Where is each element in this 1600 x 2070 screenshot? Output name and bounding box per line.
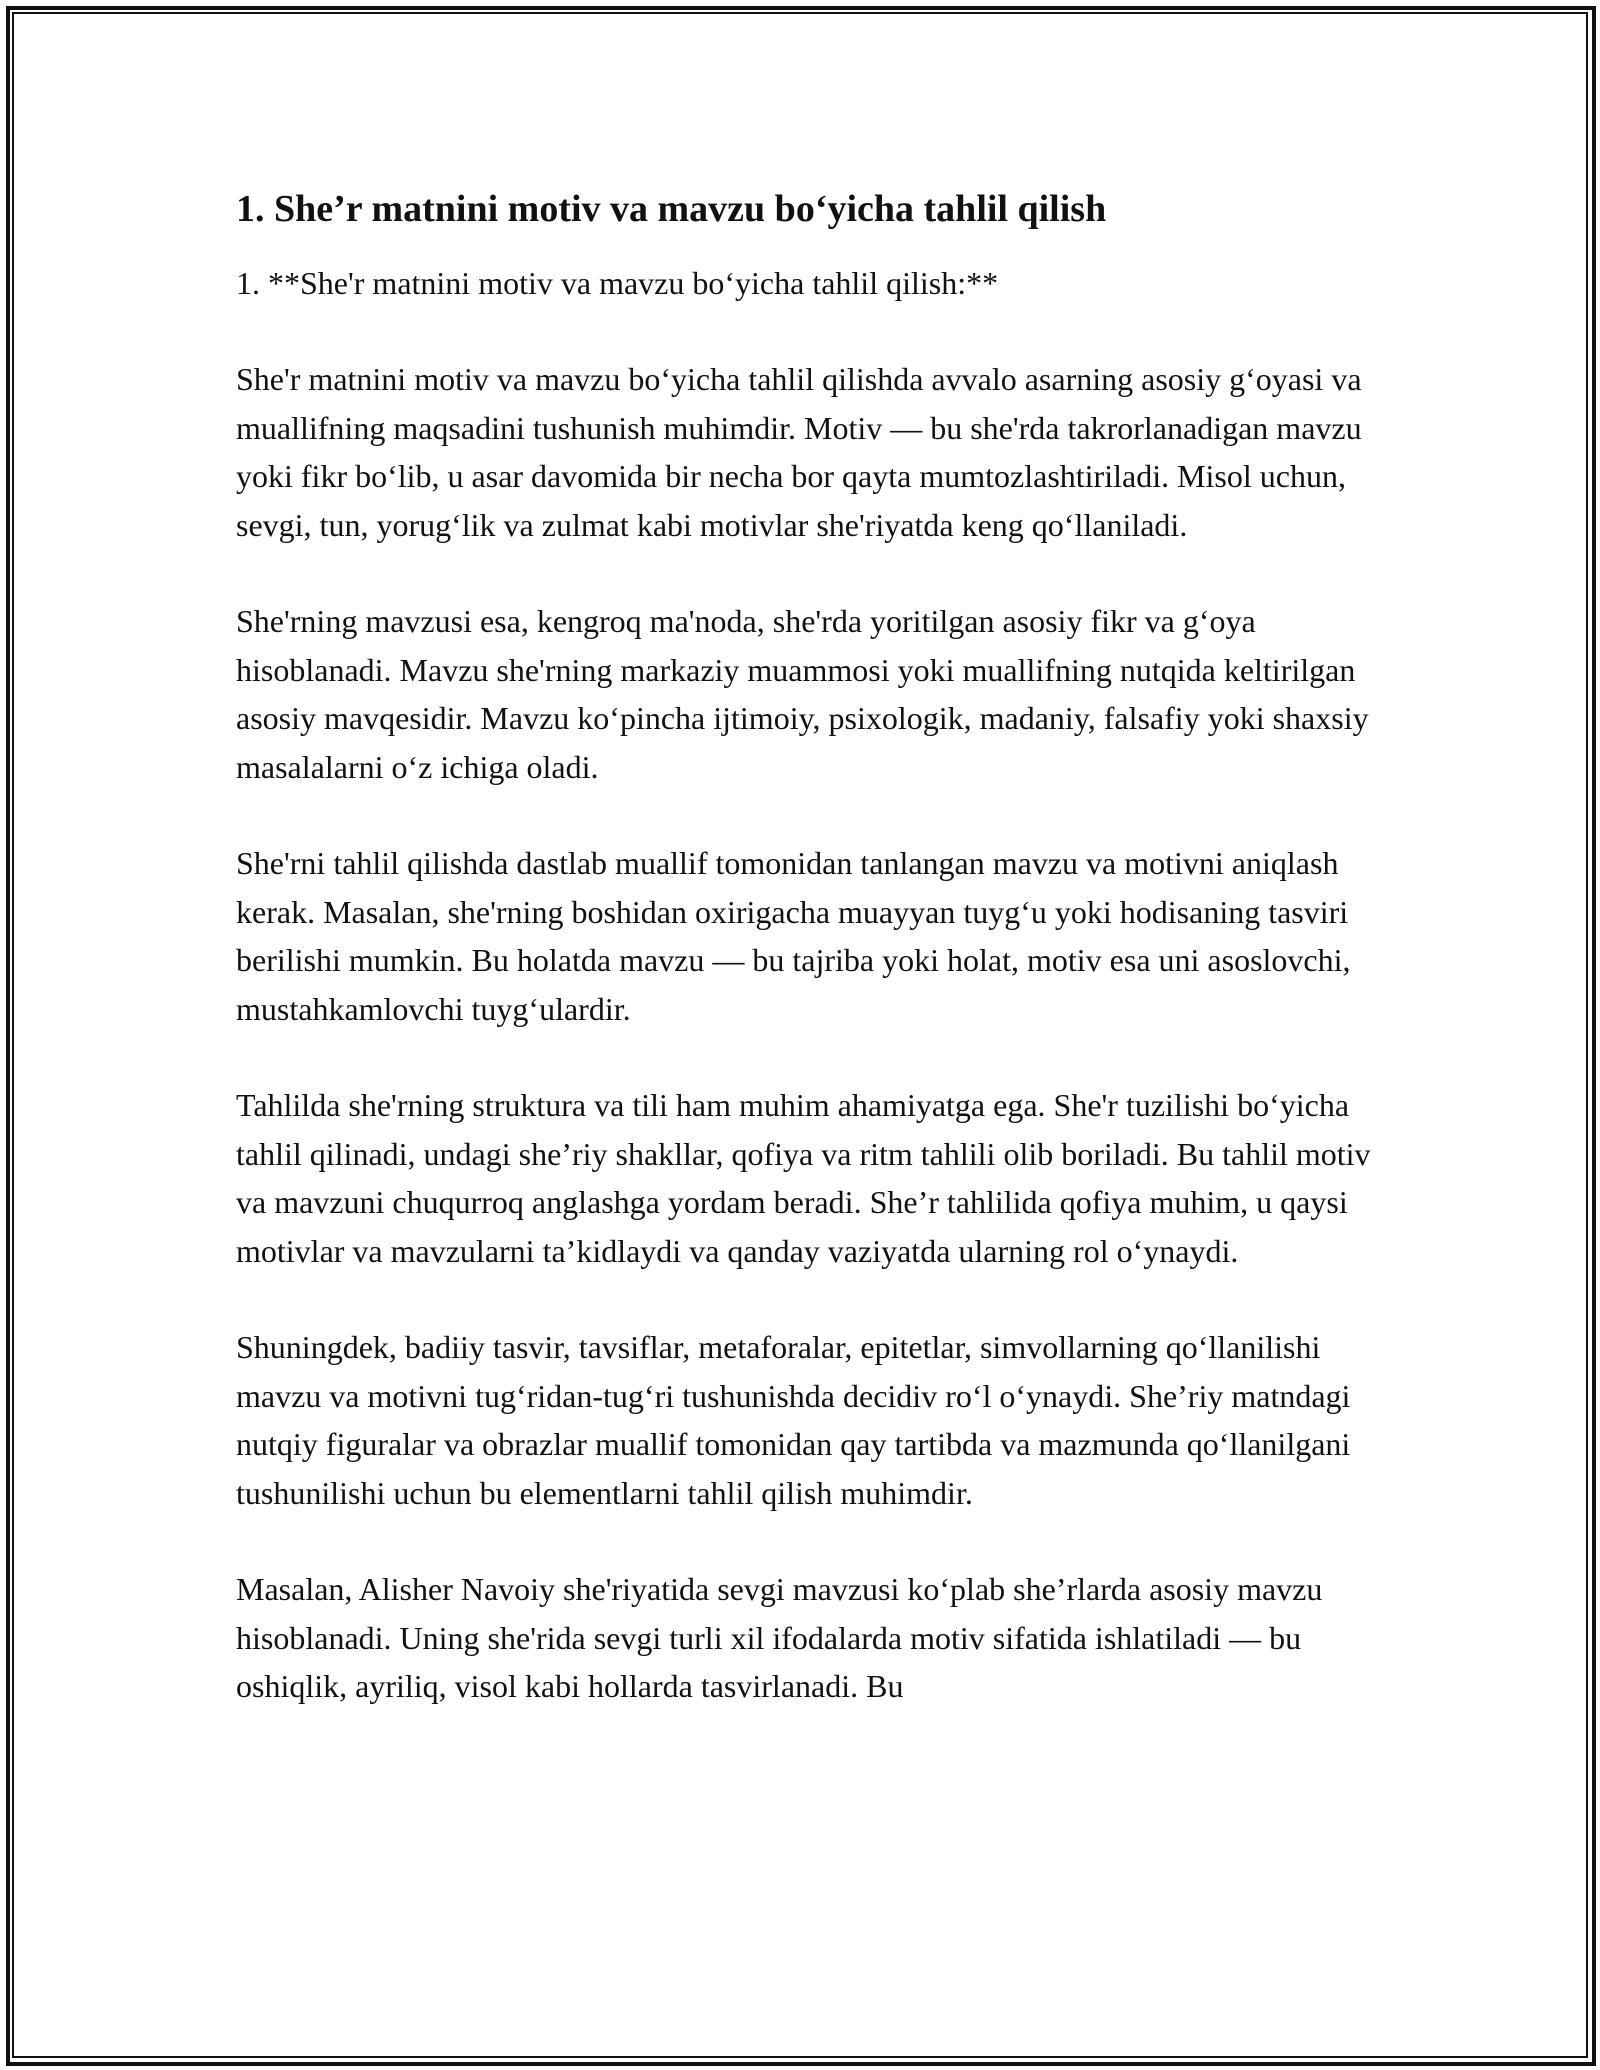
document-title: 1. She’r matnini motiv va mavzu bo‘yicha tahlil qilish: [236, 188, 1107, 230]
paragraph-1: She'r matnini motiv va mavzu bo‘yicha tahlil qilishda avvalo asarning asosiy g‘oyasi va muallifning maqsadini tushunish muhimdir. Motiv — bu she'rda takrorlanadigan mavzu yoki fikr bo‘lib, u asar davomida bir necha bor qayta mumtozlashtiriladi. Misol uchun, sevgi, tun, yorug‘lik va zulmat kabi motivlar she'riyatda keng qo‘llaniladi.: [236, 361, 1362, 543]
paragraph-4: Tahlilda she'rning struktura va tili ham muhim ahamiyatga ega. She'r tuzilishi bo‘yicha tahlil qilinadi, undagi she’riy shakllar, qofiya va ritm tahlili olib boriladi. Bu tahlil motiv va mavzuni chuqurroq anglashga yordam beradi. She’r tahlilida qofiya muhim, u qaysi motivlar va mavzularni ta’kidlaydi va qanday vaziyatda ularning rol o‘ynaydi.: [236, 1087, 1371, 1269]
paragraph-5: Shuningdek, badiiy tasvir, tavsiflar, metaforalar, epitetlar, simvollarning qo‘llanilishi mavzu va motivni tug‘ridan-tug‘ri tushunishda decidiv ro‘l o‘ynaydi. She’riy matndagi nutqiy figuralar va obrazlar muallif tomonidan qay tartibda va mazmunda qo‘llanilgani tushunilishi uchun bu elementlarni tahlil qilish muhimdir.: [236, 1329, 1351, 1511]
paragraph-3: She'rni tahlil qilishda dastlab muallif tomonidan tanlangan mavzu va motivni aniqlash kerak. Masalan, she'rning boshidan oxirigacha muayyan tuyg‘u yoki hodisaning tasviri berilishi mumkin. Bu holatda mavzu — bu tajriba yoki holat, motiv esa uni asoslovchi, mustahkamlovchi tuyg‘ulardir.: [236, 845, 1351, 1027]
paragraph-6: Masalan, Alisher Navoiy she'riyatida sevgi mavzusi ko‘plab she’rlarda asosiy mavzu hisoblanadi. Uning she'rida sevgi turli xil ifodalarda motiv sifatida ishlatiladi — bu oshiqlik, ayriliq, visol kabi hollarda tasvirlanadi. Bu: [236, 1571, 1323, 1704]
document-body: [236, 185, 1376, 1759]
document-subtitle: 1. **She'r matnini motiv va mavzu bo‘yicha tahlil qilish:**: [236, 265, 999, 301]
paragraph-2: She'rning mavzusi esa, kengroq ma'noda, she'rda yoritilgan asosiy fikr va g‘oya hisoblanadi. Mavzu she'rning markaziy muammosi yoki muallifning nutqida keltirilgan asosiy mavqesidir. Mavzu ko‘pincha ijtimoiy, psixologik, madaniy, falsafiy yoki shaxsiy masalalarni o‘z ichiga oladi.: [236, 603, 1369, 785]
